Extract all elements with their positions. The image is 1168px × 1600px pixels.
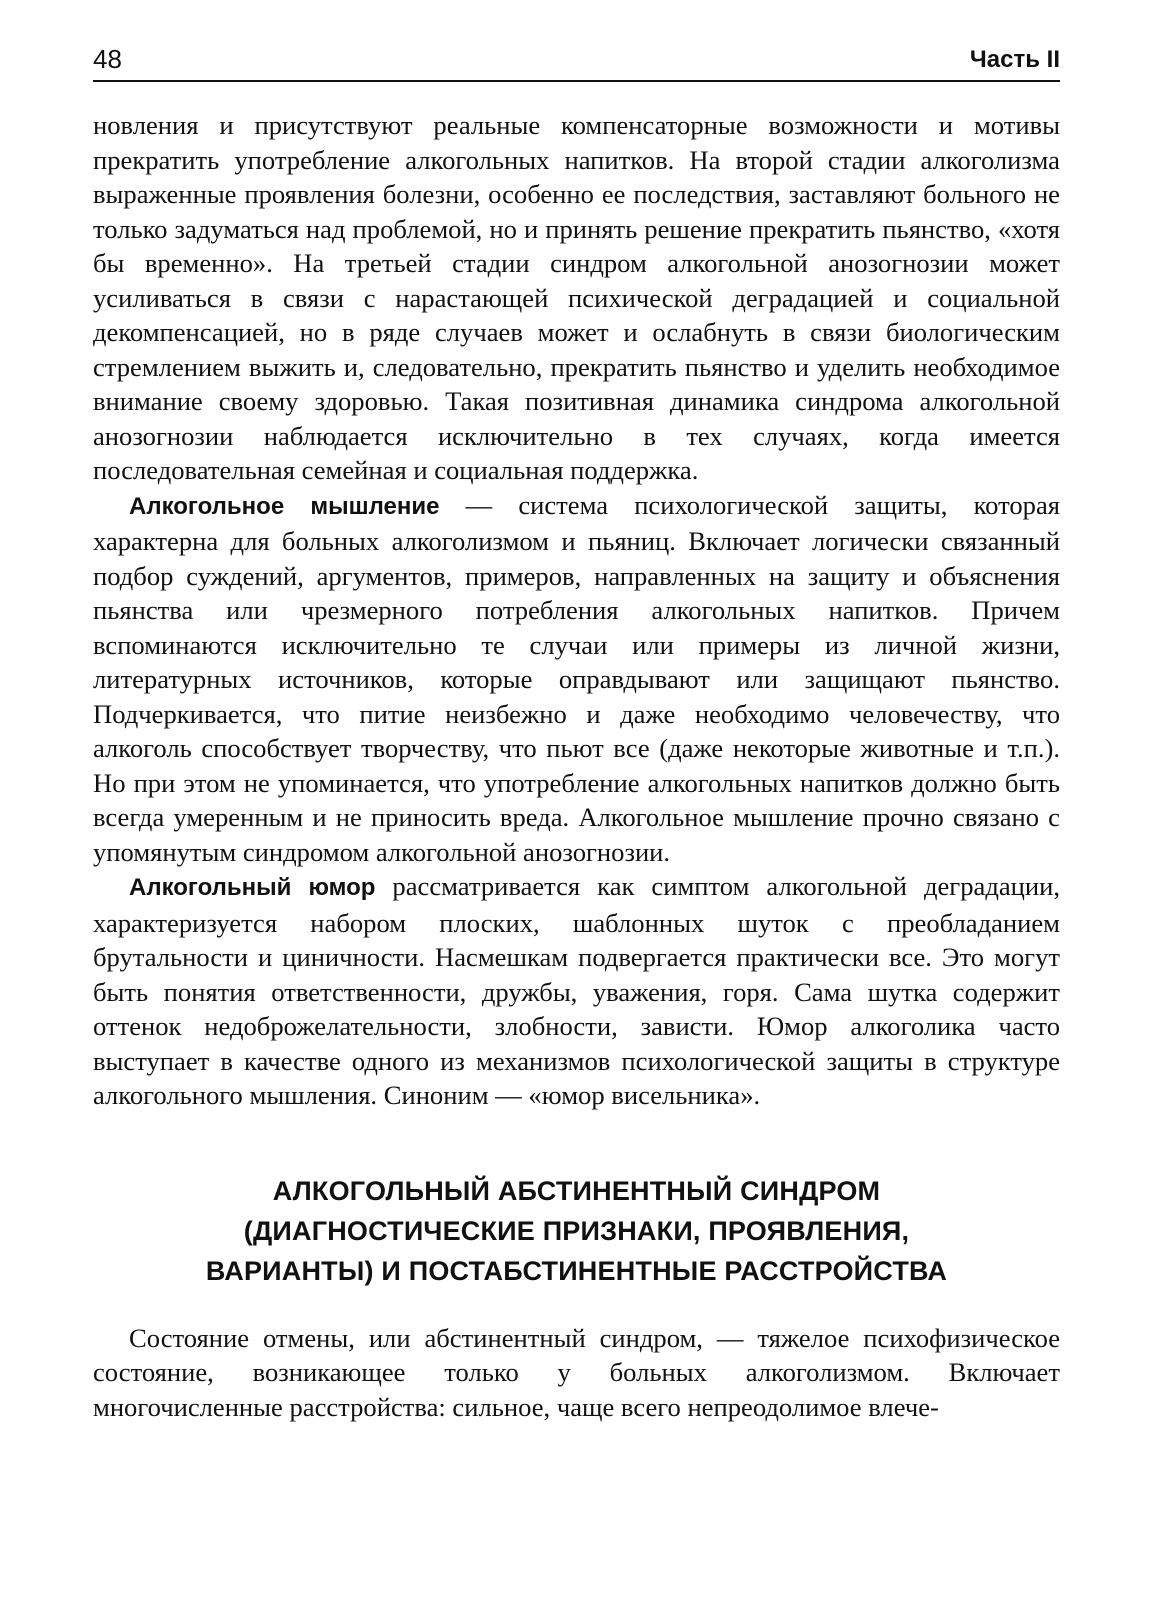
- paragraph-alcoholic-thinking: [93, 488, 1060, 870]
- paragraph-continuation: новления и присутствуют реальные компенсаторные возможности и мотивы прекратить употребление алкогольных напитков. На второй стадии алкоголизма выраженные проявления болезни, особенно ее последствия, заставляют больного не только задуматься над проблемой, но и принять решение прекратить пьянство, «хотя бы временно». На третьей стадии синдром алкогольной анозогнозии может усиливаться в связи с нарастающей психической деградацией и социальной декомпенсацией, но в ряде случаев может и ослабнуть в связи биологическим стремлением выжить и, следовательно, прекратить пьянство и уделить необходимое внимание своему здоровью. Такая позитивная динамика синдрома алкогольной анозогнозии наблюдается исключительно в тех случаях, когда имеется последовательная семейная и социальная поддержка.: [93, 110, 1060, 485]
- term-alcoholic-humor: Алкогольный юмор: [129, 874, 376, 901]
- term-alcoholic-thinking: Алкогольное мышление: [129, 492, 440, 520]
- section-heading-line-1: АЛКОГОЛЬНЫЙ АБСТИНЕНТНЫЙ СИНДРОМ: [272, 1175, 881, 1206]
- definition-alcoholic-thinking: — система психологической защиты, которая характерна для больных алкоголизмом и пьяниц. Включает логически связанный подбор суждений, аргументов, примеров, направленных на защиту и объяснения пьянства или чрезмерного потребления алкогольных напитков. Причем вспоминаются исключительно те случаи или примеры из личной жизни, литературных источников, которые оправдывают или защищают пьянство. Подчеркивается, что питие неизбежно и даже необходимо человечеству, что алкоголь способствует творчеству, что пьют все (даже некоторые животные и т.п.). Но при этом не упоминается, что употребление алкогольных напитков должно быть всегда умеренным и не приносить вреда. Алкогольное мышление прочно связано с упомянутым синдромом алкогольной анозогнозии.: [93, 489, 1060, 867]
- section-heading-line-3: ВАРИАНТЫ) И ПОСТАБСТИНЕНТНЫЕ РАССТРОЙСТВА: [205, 1255, 948, 1286]
- definition-alcoholic-humor: рассматривается как симптом алкогольной деградации, характеризуется набором плоских, шаблонных шуток с преобладанием брутальности и циничности. Насмешкам подвергается практически все. Это могут быть понятия ответственности, дружбы, уважения, горя. Сама шутка содержит оттенок недоброжелательности, злобности, зависти. Юмор алкоголика часто выступает в качестве одного из механизмов психологической защиты в структуре алкогольного мышления. Синоним — «юмор висельника».: [93, 871, 1060, 1110]
- paragraph-alcoholic-humor: [93, 869, 1060, 1113]
- section-heading-line-2: (ДИАГНОСТИЧЕСКИЕ ПРИЗНАКИ, ПРОЯВЛЕНИЯ,: [243, 1215, 910, 1246]
- page-body: [93, 108, 1060, 1424]
- page-number: 48: [93, 44, 122, 74]
- paragraph-withdrawal-state: Состояние отмены, или абстинентный синдром, — тяжелое психофизическое состояние, возникающее только у больных алкоголизмом. Включает многочисленные расстройства: сильное, чаще всего непреодолимое влече-: [93, 1322, 1060, 1422]
- running-head-part: Часть II: [969, 46, 1060, 73]
- section-heading: [93, 1171, 1060, 1291]
- page-header: [93, 40, 1060, 82]
